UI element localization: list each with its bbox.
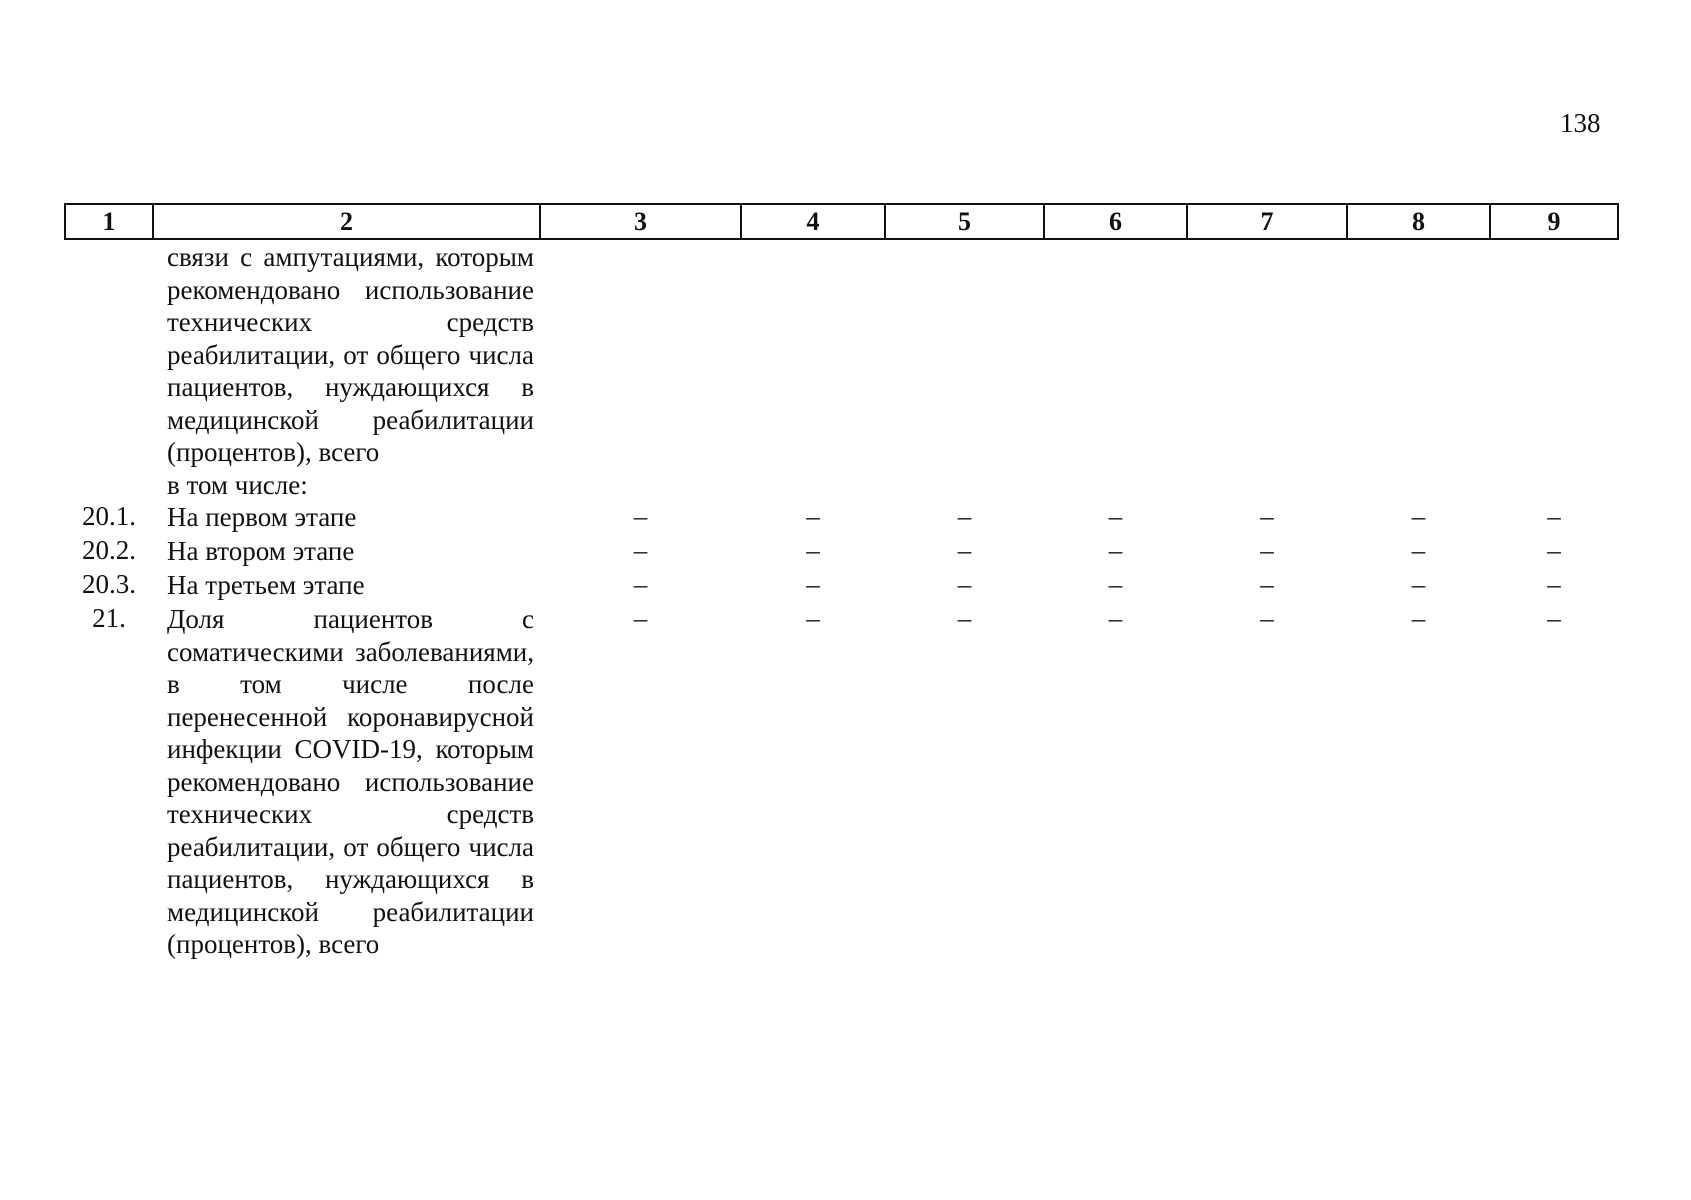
value-cell: –	[806, 569, 820, 599]
value-cell: –	[1108, 535, 1123, 565]
row-description: На втором этапе	[167, 536, 355, 566]
table-row	[65, 535, 1618, 569]
column-header: 4	[741, 204, 885, 239]
value-cell: –	[806, 603, 820, 633]
row-description: в том числе:	[167, 469, 308, 500]
value-cell: –	[1411, 535, 1426, 565]
value-cell: –	[957, 501, 972, 531]
value-cell: –	[633, 569, 648, 599]
value-cell	[1187, 469, 1347, 502]
value-cell: –	[957, 569, 972, 599]
column-header: 7	[1187, 204, 1347, 239]
value-cell: –	[1260, 603, 1274, 633]
value-cell: –	[633, 535, 648, 565]
value-cell	[1490, 239, 1618, 469]
value-cell: –	[957, 603, 972, 633]
value-cell	[1044, 239, 1187, 469]
value-cell	[1347, 239, 1490, 469]
column-header: 9	[1490, 204, 1618, 239]
row-number: 21.	[92, 603, 126, 633]
value-cell: –	[1411, 501, 1426, 531]
table-row	[65, 501, 1618, 535]
value-cell	[741, 469, 885, 502]
row-description: На третьем этапе	[167, 570, 365, 600]
value-cell	[1347, 469, 1490, 502]
table-row	[65, 569, 1618, 603]
value-cell	[1044, 469, 1187, 502]
value-cell: –	[1547, 603, 1561, 633]
value-cell: –	[1108, 501, 1123, 531]
value-cell	[540, 239, 741, 469]
value-cell: –	[1260, 569, 1274, 599]
column-header: 8	[1347, 204, 1490, 239]
row-number	[65, 239, 153, 469]
value-cell: –	[1260, 501, 1274, 531]
value-cell: –	[633, 501, 648, 531]
column-header: 2	[153, 204, 540, 239]
indicator-table	[64, 203, 1619, 961]
row-number	[65, 469, 153, 502]
value-cell	[885, 239, 1044, 469]
row-description: Доля пациентов с соматическими заболеваниями, в том числе после перенесенной коронавирусной инфекции COVID-19, которым рекомендовано использование технических средств реабилитации, от общего числа пациентов, нуждающихся в медицинской реабилитации (процентов), всего	[167, 604, 534, 959]
row-description: На первом этапе	[167, 502, 357, 532]
table-header	[65, 204, 1618, 239]
table-body	[65, 239, 1618, 961]
column-header: 1	[65, 204, 153, 239]
table-row	[65, 469, 1618, 502]
value-cell: –	[633, 603, 648, 633]
value-cell: –	[1411, 569, 1426, 599]
value-cell: –	[1260, 535, 1274, 565]
value-cell	[885, 469, 1044, 502]
row-number: 20.2.	[82, 535, 136, 565]
value-cell	[540, 469, 741, 502]
value-cell: –	[1108, 603, 1123, 633]
value-cell: –	[957, 535, 972, 565]
value-cell: –	[1108, 569, 1123, 599]
column-header: 5	[885, 204, 1044, 239]
value-cell: –	[1411, 603, 1426, 633]
page-number: 138	[1560, 108, 1601, 138]
value-cell	[1490, 469, 1618, 502]
value-cell: –	[1547, 535, 1561, 565]
value-cell: –	[1547, 569, 1561, 599]
value-cell: –	[1547, 501, 1561, 531]
value-cell	[741, 239, 885, 469]
table-row	[65, 239, 1618, 469]
column-header: 3	[540, 204, 741, 239]
row-description: связи с ампутациями, которым рекомендовано использование технических средств реабилитации, от общего числа пациентов, нуждающихся в медицинской реабилитации (процентов), всего	[167, 242, 534, 467]
column-header: 6	[1044, 204, 1187, 239]
row-number: 20.1.	[82, 501, 136, 531]
table-row	[65, 603, 1618, 961]
column-number-row	[65, 204, 1618, 239]
value-cell: –	[806, 501, 820, 531]
value-cell	[1187, 239, 1347, 469]
row-number: 20.3.	[82, 569, 136, 599]
value-cell: –	[806, 535, 820, 565]
